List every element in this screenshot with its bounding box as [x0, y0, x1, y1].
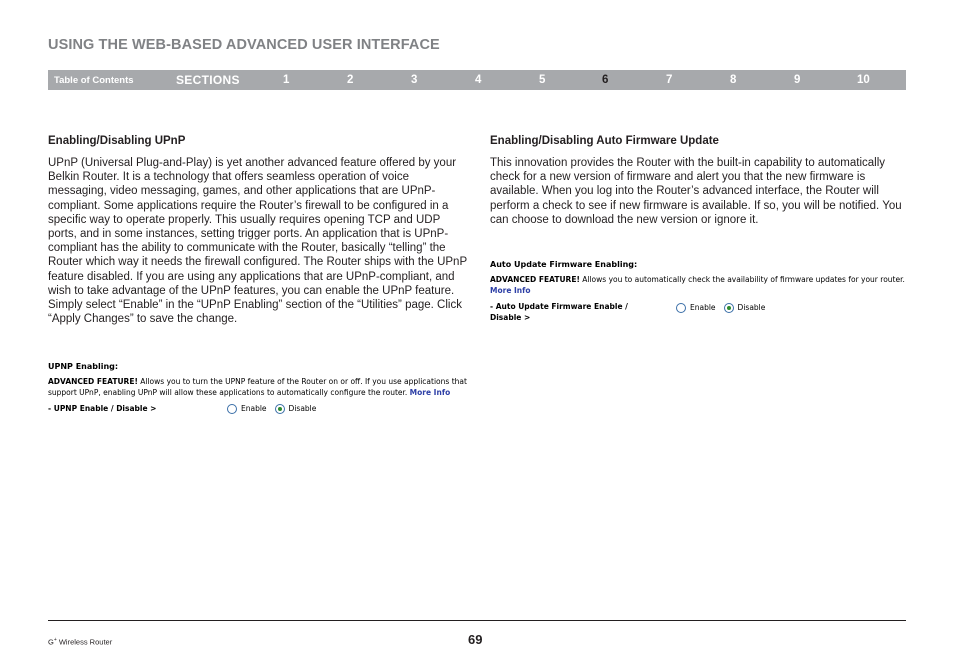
upnp-more-info-link[interactable]: More Info	[409, 387, 451, 397]
section-link-2[interactable]: 2	[347, 74, 354, 86]
upnp-radio-group	[227, 404, 324, 415]
firmware-disable-label[interactable]: Disable	[737, 303, 766, 312]
upnp-toggle-label: - UPNP Enable / Disable >	[48, 404, 157, 413]
firmware-screenshot-title: Auto Update Firmware Enabling:	[490, 260, 638, 269]
product-superscript: +	[53, 637, 57, 643]
firmware-enable-radio[interactable]	[676, 303, 686, 313]
section-link-10[interactable]: 10	[857, 74, 870, 86]
table-of-contents-link[interactable]: Table of Contents	[54, 75, 134, 86]
advanced-feature-label: ADVANCED FEATURE!	[48, 377, 138, 386]
section-link-1[interactable]: 1	[283, 74, 290, 86]
page-header: USING THE WEB-BASED ADVANCED USER INTERFACE	[48, 37, 440, 53]
upnp-disable-radio[interactable]	[275, 404, 285, 414]
footer-divider	[48, 620, 906, 621]
firmware-enable-label[interactable]: Enable	[690, 303, 716, 312]
section-link-4[interactable]: 4	[475, 74, 482, 86]
section-link-9[interactable]: 9	[794, 74, 801, 86]
upnp-disable-label[interactable]: Disable	[288, 404, 317, 413]
upnp-body-text: UPnP (Universal Plug-and-Play) is yet another advanced feature offered by your Belkin Router. It is a technology that offers seamless operation of voice messaging, video messaging, games, and other applications that are UPnP-compliant. Some applications require the Router’s firewall to be configured in a specific way to operate properly. This usually requires opening TCP and UDP ports, and in some instances, setting trigger ports. An application that is UPnP-compliant has the ability to communicate with the Router, basically “telling” the Router which way it needs the firewall configured. The Router ships with the UPnP feature disabled. If you are using any applications that are UPnP-compliant, and wish to take advantage of the UPnP features, you can enable the UPnP feature. Simply select “Enable” in the “UPnP Enabling” section of the “Utilities” page. Click “Apply Changes” to save the change.	[48, 157, 467, 326]
firmware-radio-group	[676, 303, 773, 314]
section-link-8[interactable]: 8	[730, 74, 737, 86]
upnp-heading: Enabling/Disabling UPnP	[48, 135, 186, 147]
firmware-toggle-label-line-2: Disable >	[490, 312, 531, 322]
section-navbar	[48, 70, 906, 90]
firmware-screenshot	[490, 260, 910, 323]
upnp-screenshot-description	[48, 377, 468, 398]
section-link-7[interactable]: 7	[666, 74, 673, 86]
firmware-section	[490, 134, 906, 227]
firmware-more-info-link[interactable]: More Info	[490, 285, 531, 295]
firmware-toggle-row	[490, 302, 910, 323]
advanced-feature-label: ADVANCED FEATURE!	[490, 275, 580, 284]
firmware-heading: Enabling/Disabling Auto Firmware Update	[490, 135, 719, 147]
sections-label: SECTIONS	[176, 73, 240, 87]
section-link-6[interactable]: 6	[602, 74, 609, 86]
firmware-body-text: This innovation provides the Router with the built-in capability to automatically check for a new version of firmware and alert you that the new firmware is available. When you log into the Router’s advanced interface, the Router will perform a check to see if new firmware is available. If so, you will be notified. You can choose to download the new version or ignore it.	[490, 157, 902, 226]
upnp-description-text: Allows you to turn the UPNP feature of the Router on or off. If you use applications that support UPnP, enabling UPnP will allow these applications to automatically configure the router.	[48, 377, 467, 397]
upnp-enable-label[interactable]: Enable	[241, 404, 267, 413]
page-number: 69	[468, 632, 483, 647]
upnp-enable-radio[interactable]	[227, 404, 237, 414]
upnp-section	[48, 134, 468, 326]
upnp-screenshot	[48, 362, 468, 415]
product-name-text: Wireless Router	[56, 637, 113, 647]
section-link-5[interactable]: 5	[539, 74, 546, 86]
firmware-description-text: Allows you to automatically check the availability of firmware updates for your router.	[579, 275, 905, 284]
upnp-toggle-row	[48, 404, 468, 415]
footer-product-name	[48, 637, 112, 647]
product-prefix: G	[48, 637, 54, 647]
upnp-screenshot-title: UPNP Enabling:	[48, 362, 119, 371]
firmware-screenshot-description	[490, 275, 910, 296]
section-link-3[interactable]: 3	[411, 74, 418, 86]
firmware-disable-radio[interactable]	[724, 303, 734, 313]
firmware-toggle-label-line-1: - Auto Update Firmware Enable /	[490, 302, 628, 311]
